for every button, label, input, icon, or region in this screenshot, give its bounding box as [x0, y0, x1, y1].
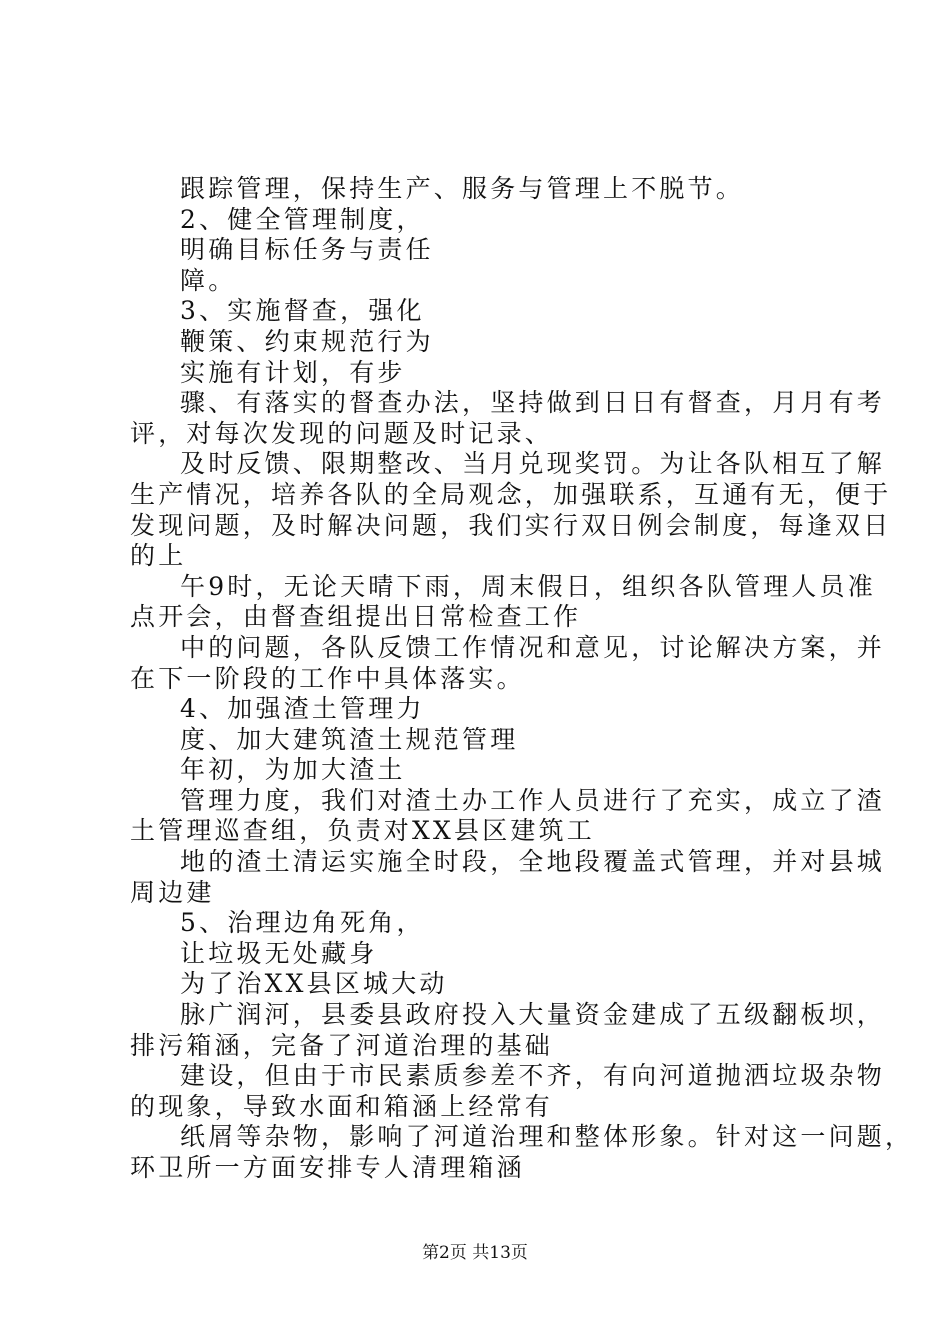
text-line: 环卫所一方面安排专人清理箱涵 — [130, 1153, 525, 1182]
page-footer — [0, 1242, 950, 1264]
text-line: 生产情况，培养各队的全局观念，加强联系，互通有无，便于 — [130, 479, 892, 509]
text-line: 鞭策、约束规范行为 — [180, 326, 434, 356]
text-line: 及时反馈、限期整改、当月兑现奖罚。为让各队相互了解 — [180, 449, 886, 479]
text-line: 周边建 — [130, 877, 215, 907]
text-line: 脉广润河，县委县政府投入大量资金建成了五级翻板坝， — [180, 1000, 886, 1030]
text-line: 跟踪管理，保持生产、服务与管理上不脱节。 — [180, 174, 745, 203]
text-line: 点开会，由督查组提出日常检查工作 — [130, 602, 582, 632]
text-line: 排污箱涵，完备了河道治理的基础 — [130, 1030, 554, 1060]
document-body — [130, 174, 914, 1184]
text-line: 骤、有落实的督查办法，坚持做到日日有督查，月月有考 — [180, 388, 886, 418]
text-line: 纸屑等杂物，影响了河道治理和整体形象。针对这一问题， — [180, 1122, 914, 1152]
text-line: 年初，为加大渣土 — [180, 755, 406, 785]
text-line: 实施有计划，有步 — [180, 357, 406, 387]
text-line: 评，对每次发现的问题及时记录、 — [130, 418, 554, 448]
text-line: 的上 — [130, 541, 187, 571]
text-line: 土管理巡查组，负责对XX县区建筑工 — [130, 816, 595, 846]
text-line: 发现问题，及时解决问题，我们实行双日例会制度，每逢双日 — [130, 510, 892, 540]
text-line: 在下一阶段的工作中具体落实。 — [130, 663, 525, 693]
text-line: 管理力度，我们对渣土办工作人员进行了充实，成立了渣 — [180, 785, 886, 815]
text-line: 地的渣土清运实施全时段，全地段覆盖式管理，并对县城 — [180, 847, 886, 877]
text-line: 度、加大建筑渣土规范管理 — [180, 724, 519, 754]
text-line: 4、加强渣土管理力 — [180, 694, 425, 724]
text-line: 建设，但由于市民素质参差不齐，有向河道抛洒垃圾杂物 — [180, 1061, 886, 1091]
page-number-total: 共13页 — [472, 1243, 528, 1263]
page-number-current: 第2页 — [422, 1243, 467, 1263]
text-line: 的现象，导致水面和箱涵上经常有 — [130, 1091, 554, 1121]
text-line: 让垃圾无处藏身 — [180, 938, 378, 968]
text-line: 5、治理边角死角， — [180, 908, 425, 938]
text-line: 障。 — [180, 265, 237, 295]
text-line: 午9时，无论天晴下雨，周末假日，组织各队管理人员准 — [180, 571, 876, 601]
text-line: 为了治XX县区城大动 — [180, 969, 448, 999]
text-line: 明确目标任务与责任 — [180, 235, 434, 265]
text-line: 2、健全管理制度， — [180, 204, 425, 234]
text-line: 中的问题，各队反馈工作情况和意见，讨论解决方案，并 — [180, 632, 886, 662]
text-line: 3、实施督查，强化 — [180, 296, 425, 326]
